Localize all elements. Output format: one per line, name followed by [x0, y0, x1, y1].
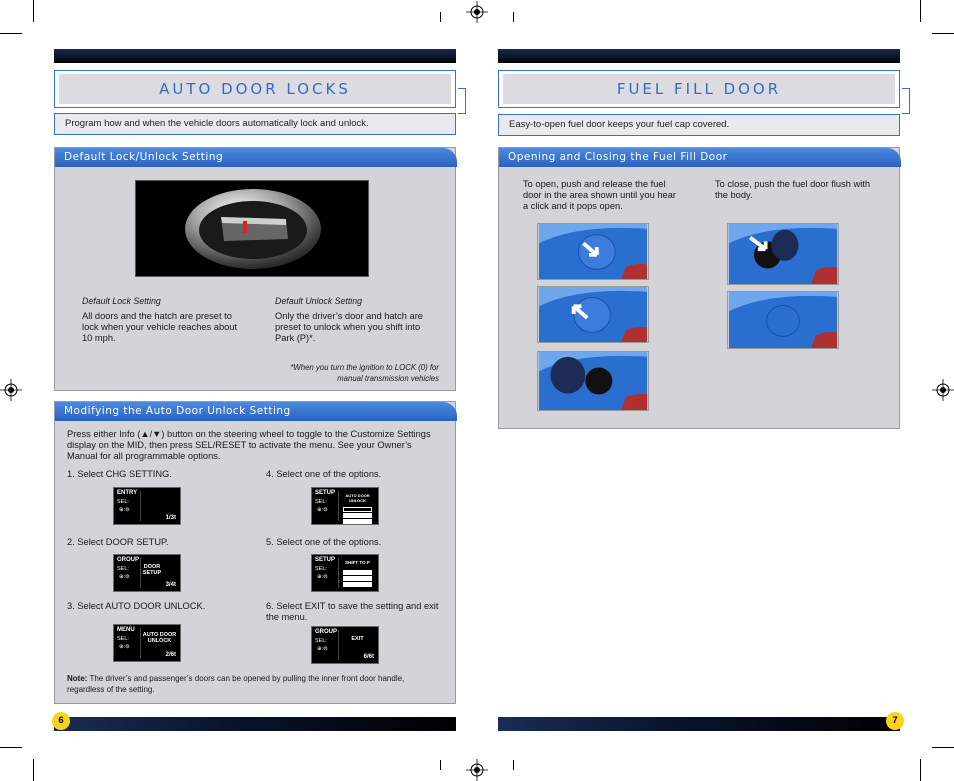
title-bracket — [902, 88, 910, 114]
mid-screen: SETUP SEL: ⊕:⊜ SHIFT TO P — [311, 554, 379, 592]
crop-mark — [33, 0, 34, 22]
default-unlock-title: Default Unlock Setting — [275, 296, 363, 306]
door-handle-photo — [135, 180, 369, 277]
step-label: 6. Select EXIT to save the setting and exit the menu. — [266, 601, 439, 622]
modify-intro: Press either Info (▲/▼) button on the steering wheel to toggle to the Customize Settings display on the MID, then press SEL/RESET to activate the menu. See your Owner’s Manual for all programmable options. — [67, 429, 431, 461]
crop-mark — [932, 747, 954, 748]
step-label: 3. Select AUTO DOOR UNLOCK. — [67, 601, 206, 611]
mid-screen: SETUP SEL: ⊕:⊜ AUTO DOOR UNLOCK — [311, 487, 379, 525]
crop-mark — [513, 760, 514, 770]
page-number: 6 — [52, 712, 70, 730]
close-instructions: To close, push the fuel door flush with the body. — [715, 179, 871, 200]
page-description: Program how and when the vehicle doors automatically lock and unlock. — [54, 113, 456, 135]
section-heading: Default Lock/Unlock Setting — [55, 148, 457, 167]
footnote: *When you turn the ignition to LOCK (0) for manual transmission vehicles — [290, 363, 439, 383]
page-number: 7 — [886, 712, 904, 730]
crop-mark — [932, 33, 954, 34]
note-label: Note: — [67, 674, 88, 683]
registration-mark-icon — [0, 379, 22, 401]
option-row — [343, 513, 372, 518]
step-label: 1. Select CHG SETTING. — [67, 469, 172, 479]
option-row — [343, 582, 372, 587]
modify-unlock-panel — [54, 401, 456, 704]
door-handle-image — [136, 181, 369, 277]
default-unlock-text: Only the driver’s door and hatch are preset to unlock when you shift into Park (P)*. — [275, 311, 423, 343]
fuel-door-photo-open — [537, 351, 649, 411]
registration-mark-icon — [466, 759, 488, 781]
crop-mark — [440, 760, 441, 770]
mid-screen: GROUP SEL: ⊕:⊜ DOOR SETUP 3/4t — [113, 554, 181, 592]
left-title-box — [54, 70, 456, 108]
page-title: FUEL FILL DOOR — [616, 80, 782, 98]
top-bar — [498, 49, 900, 63]
default-lock-panel — [54, 147, 456, 391]
fuel-door-photo-release — [537, 286, 649, 343]
crop-mark — [0, 747, 22, 748]
option-row — [343, 576, 372, 581]
bottom-bar — [498, 717, 900, 731]
top-bar — [54, 49, 456, 63]
title-bracket — [458, 88, 466, 114]
note-text: The driver’s and passenger’s doors can be opened by pulling the inner front door handle, regardless of the setting. — [67, 674, 405, 694]
default-lock-title: Default Lock Setting — [82, 296, 161, 306]
bottom-bar — [54, 717, 456, 731]
option-row — [343, 507, 372, 512]
mid-screen: ENTRY SEL: ⊕:⊜ 1/3t — [113, 487, 181, 525]
step-label: 2. Select DOOR SETUP. — [67, 537, 169, 547]
page-description: Easy-to-open fuel door keeps your fuel cap covered. — [498, 114, 900, 136]
crop-mark — [33, 759, 34, 781]
step-label: 4. Select one of the options. — [266, 469, 382, 479]
crop-mark — [0, 33, 22, 34]
mid-screen: MENU SEL: ⊕:⊜ AUTO DOOR UNLOCK 2/6t — [113, 624, 181, 662]
default-lock-text: All doors and the hatch are preset to lock when your vehicle reaches about 10 mph. — [82, 311, 238, 343]
open-instructions: To open, push and release the fuel door in the area shown until you hear a click and it pops open. — [523, 179, 676, 211]
mid-screen: GROUP SEL: ⊕:⊜ EXIT 6/6t — [311, 626, 379, 664]
crop-mark — [513, 12, 514, 22]
section-heading: Modifying the Auto Door Unlock Setting — [55, 402, 457, 421]
registration-mark-icon — [932, 379, 954, 401]
page-title: AUTO DOOR LOCKS — [159, 80, 351, 98]
crop-mark — [440, 12, 441, 22]
fuel-door-photo-closed — [727, 291, 839, 349]
crop-mark — [920, 0, 921, 22]
note — [67, 673, 442, 695]
crop-mark — [920, 759, 921, 781]
option-row — [343, 519, 372, 524]
fuel-door-photo-close-push — [727, 223, 839, 285]
step-label: 5. Select one of the options. — [266, 537, 382, 547]
registration-mark-icon — [466, 1, 488, 23]
right-title-box — [498, 70, 900, 108]
fuel-door-photo-push — [537, 223, 649, 280]
option-row — [343, 570, 372, 575]
section-heading: Opening and Closing the Fuel Fill Door — [499, 148, 901, 167]
